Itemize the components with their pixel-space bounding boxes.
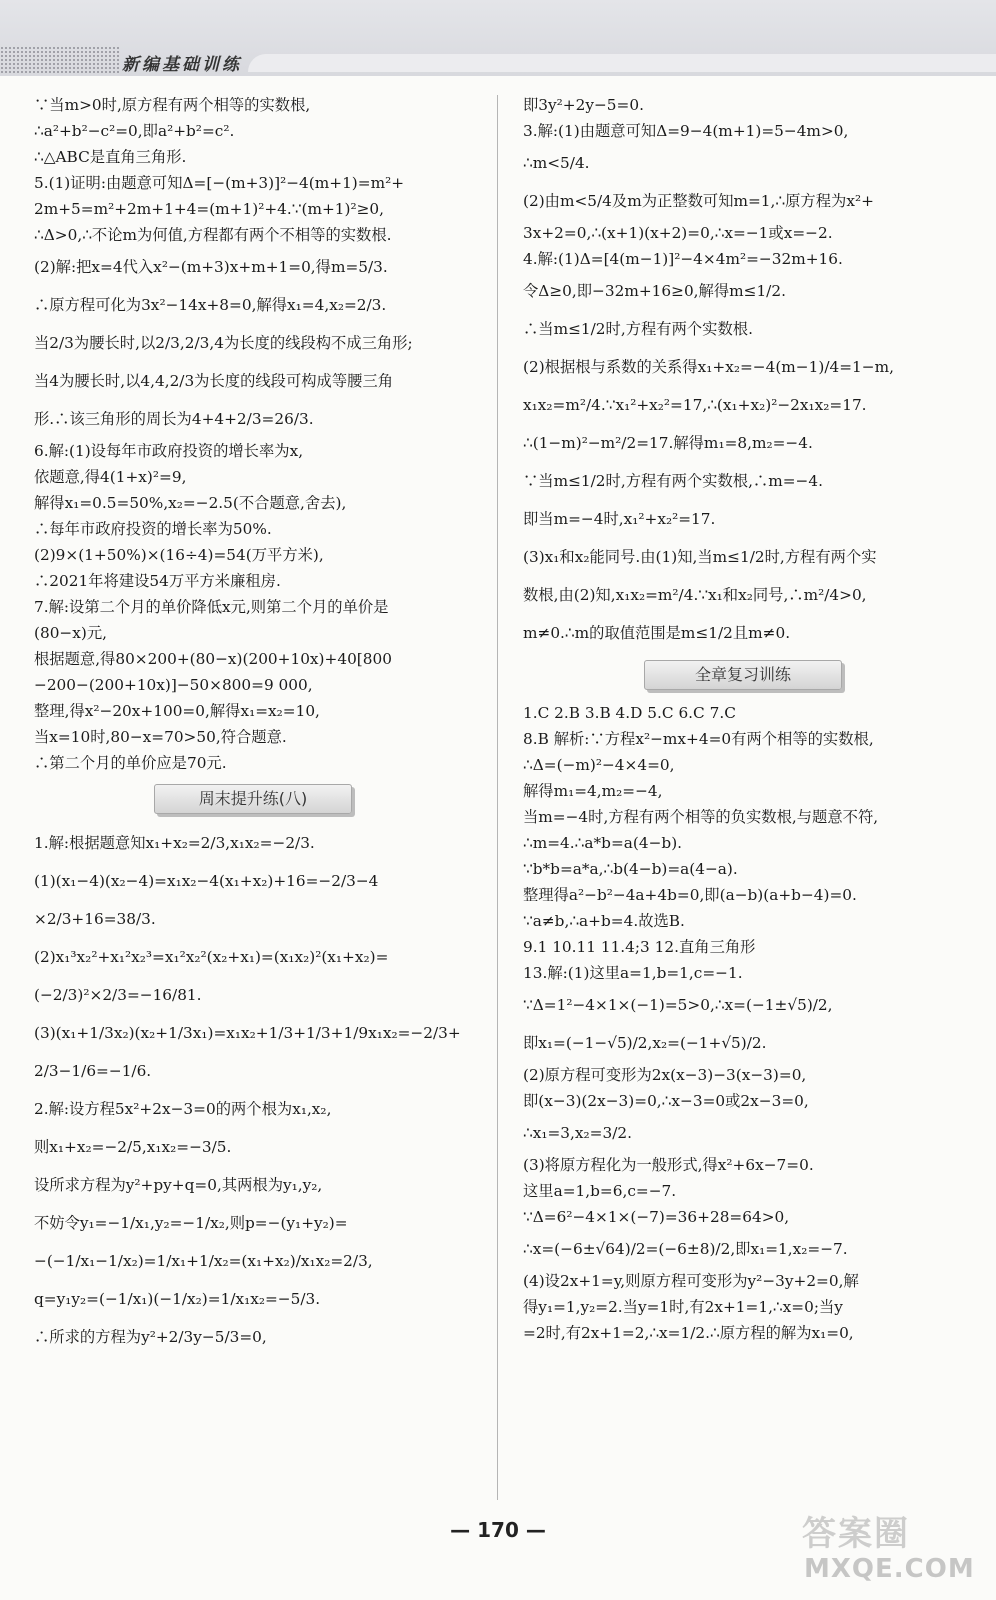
- column-divider: [497, 95, 498, 1500]
- text-line: q=y₁y₂=(−1/x₁)(−1/x₂)=1/x₁x₂=−5/3.: [34, 1290, 321, 1308]
- text-line: ∵当m≤1/2时,方程有两个实数根,∴m=−4.: [523, 472, 823, 490]
- text-line: ∴当m≤1/2时,方程有两个实数根.: [523, 320, 753, 338]
- text-line: 数根,由(2)知,x₁x₂=m²/4.∵x₁和x₂同号,∴m²/4>0,: [523, 586, 867, 604]
- text-line: 整理,得x²−20x+100=0,解得x₁=x₂=10,: [34, 702, 320, 720]
- text-line: =2时,有2x+1=2,∴x=1/2.∴原方程的解为x₁=0,: [523, 1324, 854, 1342]
- text-line: 不妨令y₁=−1/x₁,y₂=−1/x₂,则p=−(y₁+y₂)=: [34, 1214, 348, 1232]
- text-line: ∴x=(−6±√64)/2=(−6±8)/2,即x₁=1,x₂=−7.: [523, 1240, 848, 1258]
- watermark-logo: 答案圈: [802, 1514, 910, 1554]
- text-line: (2)x₁³x₂²+x₁²x₂³=x₁²x₂²(x₂+x₁)=(x₁x₂)²(x₁+x₂)=: [34, 948, 389, 966]
- text-line: ×2/3+16=38/3.: [34, 910, 156, 928]
- text-line: 当2/3为腰长时,以2/3,2/3,4为长度的线段构不成三角形;: [34, 334, 413, 352]
- text-line: 7.解:设第二个月的单价降低x元,则第二个月的单价是: [34, 598, 389, 616]
- text-line: 2/3−1/6=−1/6.: [34, 1062, 152, 1080]
- text-line: 解得x₁=0.5=50%,x₂=−2.5(不合题意,舍去),: [34, 494, 347, 512]
- text-line: ∴2021年将建设54万平方米廉租房.: [34, 572, 281, 590]
- section-title-chapter-review: 全章复习训练: [644, 660, 842, 690]
- page-header: [0, 0, 996, 76]
- text-line: 6.解:(1)设每年市政府投资的增长率为x,: [34, 442, 304, 460]
- text-line: (3)x₁和x₂能同号.由(1)知,当m≤1/2时,方程有两个实: [523, 548, 877, 566]
- book-title: 新编基础训练: [122, 55, 242, 75]
- text-line: ∵Δ=6²−4×1×(−7)=36+28=64>0,: [523, 1208, 790, 1226]
- text-line: 整理得a²−b²−4a+4b=0,即(a−b)(a+b−4)=0.: [523, 886, 857, 904]
- text-line: 9.1 10.11 11.4;3 12.直角三角形: [523, 938, 756, 956]
- watermark-url: MXQE.COM: [804, 1554, 975, 1584]
- text-line: (3)将原方程化为一般形式,得x²+6x−7=0.: [523, 1156, 814, 1174]
- text-line: ∴原方程可化为3x²−14x+8=0,解得x₁=4,x₂=2/3.: [34, 296, 387, 314]
- text-line: (80−x)元,: [34, 624, 108, 642]
- text-line: ∴x₁=3,x₂=3/2.: [523, 1124, 632, 1142]
- text-line: ∵b*b=a*a,∴b(4−b)=a(4−a).: [523, 860, 738, 878]
- text-line: ∴a²+b²−c²=0,即a²+b²=c².: [34, 122, 235, 140]
- text-line: ∴第二个月的单价应是70元.: [34, 754, 227, 772]
- text-line: ∴Δ=(−m)²−4×4=0,: [523, 756, 675, 774]
- text-line: −200−(200+10x)]−50×800=9 000,: [34, 676, 313, 694]
- text-line: ∴△ABC是直角三角形.: [34, 148, 187, 166]
- text-line: 则x₁+x₂=−2/5,x₁x₂=−3/5.: [34, 1138, 232, 1156]
- text-line: (4)设2x+1=y,则原方程可变形为y²−3y+2=0,解: [523, 1272, 859, 1290]
- text-line: 令Δ≥0,即−32m+16≥0,解得m≤1/2.: [523, 282, 786, 300]
- text-line: ∴m=4.∴a*b=a(4−b).: [523, 834, 683, 852]
- text-line: (3)(x₁+1/3x₂)(x₂+1/3x₁)=x₁x₂+1/3+1/3+1/9x₁x₂=−2/3+: [34, 1024, 461, 1042]
- text-line: 设所求方程为y²+py+q=0,其两根为y₁,y₂,: [34, 1176, 323, 1194]
- text-line: 当x=10时,80−x=70>50,符合题意.: [34, 728, 287, 746]
- text-line: 这里a=1,b=6,c=−7.: [523, 1182, 677, 1200]
- text-line: 3.解:(1)由题意可知Δ=9−4(m+1)=5−4m>0,: [523, 122, 849, 140]
- text-line: 1.解:根据题意知x₁+x₂=2/3,x₁x₂=−2/3.: [34, 834, 315, 852]
- text-line: 2m+5=m²+2m+1+4=(m+1)²+4.∵(m+1)²≥0,: [34, 200, 385, 218]
- text-line: ∴每年市政府投资的增长率为50%.: [34, 520, 272, 538]
- text-line: 形.∴该三角形的周长为4+4+2/3=26/3.: [34, 410, 314, 428]
- text-line: (2)9×(1+50%)×(16÷4)=54(万平方米),: [34, 546, 324, 564]
- text-line: ∴Δ>0,∴不论m为何值,方程都有两个不相等的实数根.: [34, 226, 392, 244]
- text-line: 即(x−3)(2x−3)=0,∴x−3=0或2x−3=0,: [523, 1092, 809, 1110]
- text-line: (2)由m<5/4及m为正整数可知m=1,∴原方程为x²+: [523, 192, 874, 210]
- text-line: (1)(x₁−4)(x₂−4)=x₁x₂−4(x₁+x₂)+16=−2/3−4: [34, 872, 379, 890]
- text-line: 得y₁=1,y₂=2.当y=1时,有2x+1=1,∴x=0;当y: [523, 1298, 843, 1316]
- text-line: ∵a≠b,∴a+b=4.故选B.: [523, 912, 685, 930]
- text-line: x₁x₂=m²/4.∵x₁²+x₂²=17,∴(x₁+x₂)²−2x₁x₂=17.: [523, 396, 867, 414]
- text-line: ∴(1−m)²−m²/2=17.解得m₁=8,m₂=−4.: [523, 434, 813, 452]
- header-bar: [248, 54, 996, 72]
- text-line: ∴所求的方程为y²+2/3y−5/3=0,: [34, 1328, 267, 1346]
- text-line: −(−1/x₁−1/x₂)=1/x₁+1/x₂=(x₁+x₂)/x₁x₂=2/3,: [34, 1252, 373, 1270]
- right-column: [523, 92, 963, 1346]
- text-line: 根据题意,得80×200+(80−x)(200+10x)+40[800: [34, 650, 392, 668]
- text-line: 即3y²+2y−5=0.: [523, 96, 644, 114]
- text-line: ∵Δ=1²−4×1×(−1)=5>0,∴x=(−1±√5)/2,: [523, 996, 833, 1014]
- text-line: 当m=−4时,方程有两个相等的负实数根,与题意不符,: [523, 808, 879, 826]
- text-line: 1.C 2.B 3.B 4.D 5.C 6.C 7.C: [523, 704, 736, 722]
- text-line: (2)原方程可变形为2x(x−3)−3(x−3)=0,: [523, 1066, 807, 1084]
- text-line: 即当m=−4时,x₁²+x₂²=17.: [523, 510, 716, 528]
- text-line: ∵当m>0时,原方程有两个相等的实数根,: [34, 96, 311, 114]
- text-line: 2.解:设方程5x²+2x−3=0的两个根为x₁,x₂,: [34, 1100, 332, 1118]
- text-line: 4.解:(1)Δ=[4(m−1)]²−4×4m²=−32m+16.: [523, 250, 843, 268]
- text-line: 当4为腰长时,以4,4,2/3为长度的线段可构成等腰三角: [34, 372, 394, 390]
- text-line: 依题意,得4(1+x)²=9,: [34, 468, 187, 486]
- text-line: (−2/3)²×2/3=−16/81.: [34, 986, 202, 1004]
- header-dot-pattern: [0, 46, 120, 74]
- text-line: 即x₁=(−1−√5)/2,x₂=(−1+√5)/2.: [523, 1034, 767, 1052]
- text-line: ∴m<5/4.: [523, 154, 590, 172]
- text-line: 3x+2=0,∴(x+1)(x+2)=0,∴x=−1或x=−2.: [523, 224, 833, 242]
- text-line: (2)解:把x=4代入x²−(m+3)x+m+1=0,得m=5/3.: [34, 258, 388, 276]
- text-line: 5.(1)证明:由题意可知Δ=[−(m+3)]²−4(m+1)=m²+: [34, 174, 405, 192]
- text-line: 8.B 解析:∵方程x²−mx+4=0有两个相等的实数根,: [523, 730, 874, 748]
- left-column: [34, 92, 472, 1356]
- text-line: m≠0.∴m的取值范围是m≤1/2且m≠0.: [523, 624, 791, 642]
- text-line: (2)根据根与系数的关系得x₁+x₂=−4(m−1)/4=1−m,: [523, 358, 894, 376]
- page-number: — 170 —: [450, 1518, 546, 1542]
- text-line: 13.解:(1)这里a=1,b=1,c=−1.: [523, 964, 743, 982]
- section-title-weekend-practice: 周末提升练(八): [154, 784, 352, 814]
- text-line: 解得m₁=4,m₂=−4,: [523, 782, 663, 800]
